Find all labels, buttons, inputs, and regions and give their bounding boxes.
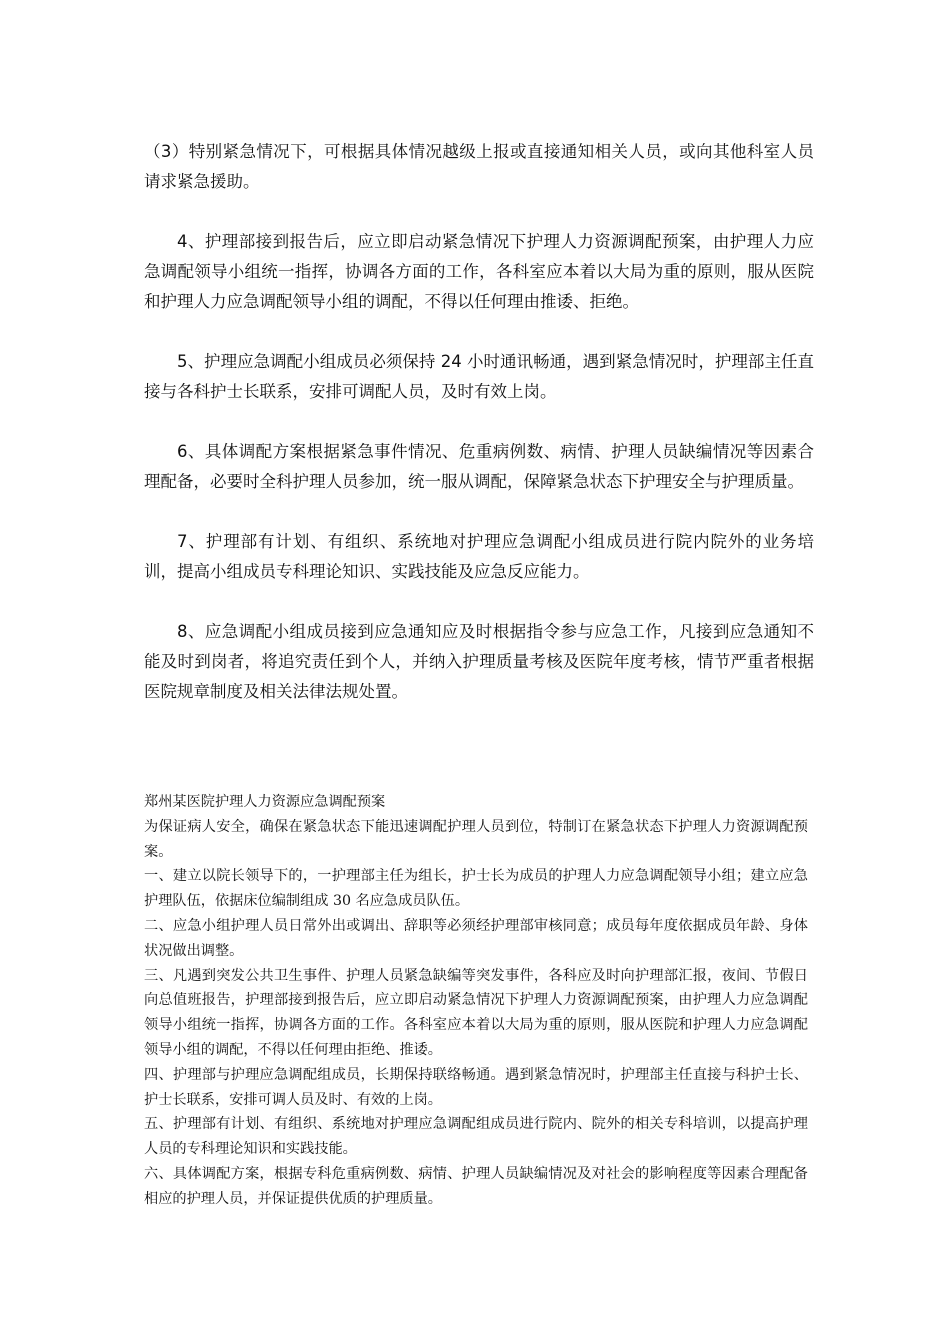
procedure-section [144,137,814,737]
paragraph-item-6: 6、具体调配方案根据紧急事件情况、危重病例数、病情、护理人员缺编情况等因素合理配备，必要时全科护理人员参加，统一服从调配，保障紧急状态下护理安全与护理质量。 [144,442,814,491]
paragraph-item-3: （3）特别紧急情况下，可根据具体情况越级上报或直接通知相关人员，或向其他科室人员请求紧急援助。 [144,142,814,191]
plan-item-5: 五、护理部有计划、有组织、系统地对护理应急调配组成员进行院内、院外的相关专科培训，以提高护理人员的专科理论知识和实践技能。 [144,1116,808,1158]
paragraph-item-4: 4、护理部接到报告后，应立即启动紧急情况下护理人力资源调配预案，由护理人力应急调配领导小组统一指挥，协调各方面的工作，各科室应本着以大局为重的原则，服从医院和护理人力应急调配领导小组的调配，不得以任何理由推诿、拒绝。 [144,232,814,311]
plan-item-1: 一、建立以院长领导下的，一护理部主任为组长，护士长为成员的护理人力应急调配领导小组；建立应急护理队伍，依据床位编制组成 30 名应急成员队伍。 [144,868,808,910]
plan-item-2: 二、应急小组护理人员日常外出或调出、辞职等必须经护理部审核同意；成员每年度依据成员年龄、身体状况做出调整。 [144,917,808,959]
paragraph-item-5: 5、护理应急调配小组成员必须保持 24 小时通讯畅通，遇到紧急情况时，护理部主任直接与各科护士长联系，安排可调配人员，及时有效上岗。 [144,352,814,401]
plan-section [144,790,808,1212]
paragraph-item-7: 7、护理部有计划、有组织、系统地对护理应急调配小组成员进行院内院外的业务培训，提高小组成员专科理论知识、实践技能及应急反应能力。 [144,532,814,581]
plan-item-4: 四、护理部与护理应急调配组成员，长期保持联络畅通。遇到紧急情况时，护理部主任直接与科护士长、护士长联系，安排可调人员及时、有效的上岗。 [144,1066,808,1108]
plan-item-3: 三、凡遇到突发公共卫生事件、护理人员紧急缺编等突发事件，各科应及时向护理部汇报，夜间、节假日向总值班报告，护理部接到报告后，应立即启动紧急情况下护理人力资源调配预案，由护理人力应急调配领导小组统一指挥，协调各方面的工作。各科室应本着以大局为重的原则，服从医院和护理人力应急调配领导小组的调配，不得以任何理由拒绝、推诿。 [144,967,808,1058]
paragraph-item-8: 8、应急调配小组成员接到应急通知应及时根据指令参与应急工作，凡接到应急通知不能及时到岗者，将追究责任到个人，并纳入护理质量考核及医院年度考核，情节严重者根据医院规章制度及相关法律法规处置。 [144,622,814,701]
plan-item-6: 六、具体调配方案，根据专科危重病例数、病情、护理人员缺编情况及对社会的影响程度等因素合理配备相应的护理人员，并保证提供优质的护理质量。 [144,1165,808,1207]
document-title: 郑州某医院护理人力资源应急调配预案 [144,794,386,810]
plan-intro: 为保证病人安全，确保在紧急状态下能迅速调配护理人员到位，特制订在紧急状态下护理人力资源调配预案。 [144,818,808,860]
